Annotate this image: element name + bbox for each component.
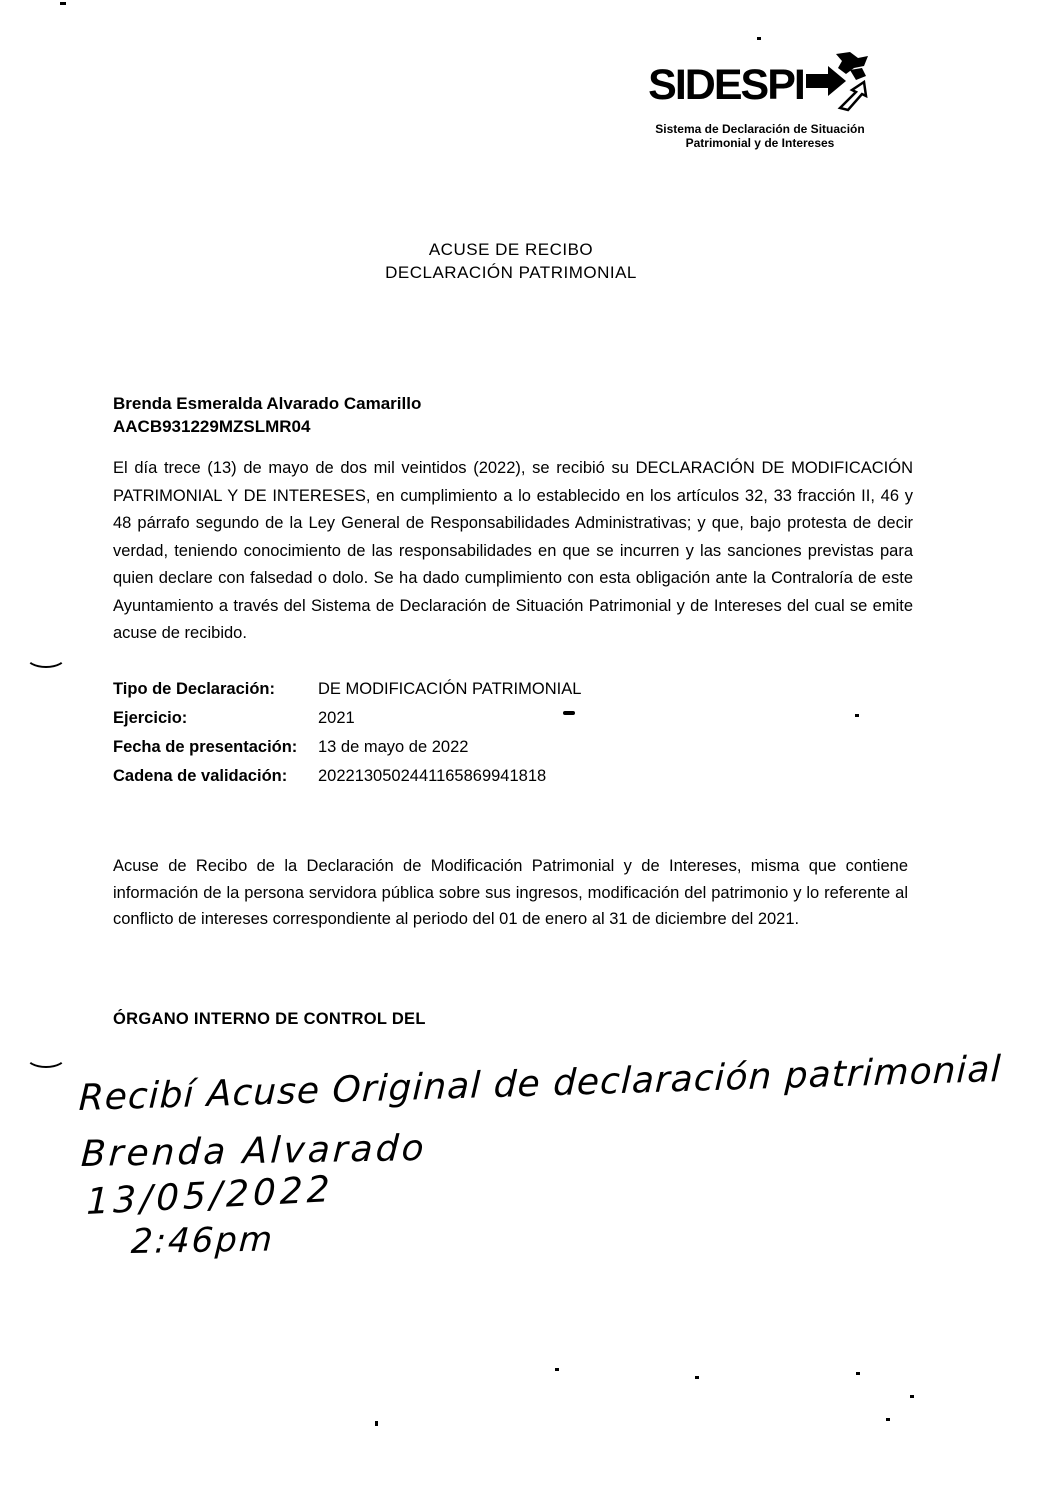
detail-value: 13 de mayo de 2022 [318,738,469,756]
handwritten-date: 13/05/2022 [86,1168,334,1223]
scan-arc-mark [25,1044,67,1068]
detail-value: 2021 [318,709,355,727]
handwritten-time: 2:46pm [130,1219,276,1262]
title-line1: ACUSE DE RECIBO [428,240,594,259]
detail-label: Tipo de Declaración: [113,680,275,698]
detail-label: Ejercicio: [113,709,188,727]
declarant-rfc: AACB931229MZSLMR04 [113,417,311,436]
detail-row-fecha [113,738,581,757]
detail-value: DE MODIFICACIÓN PATRIMONIAL [318,680,582,698]
detail-row-ejercicio [113,709,581,728]
scan-speck [886,1418,890,1421]
document-title [0,238,1022,284]
detail-row-cadena [113,767,581,786]
scan-speck [60,2,66,5]
declarant-name: Brenda Esmeralda Alvarado Camarillo [113,394,422,413]
scan-speck [910,1395,914,1398]
description-paragraph: Acuse de Recibo de la Declaración de Modificación Patrimonial y de Intereses, misma que contiene información de la persona servidora pública sobre sus ingresos, modificación del patrimonio y lo referente al conflicto de intereses correspondiente al periodo del 01 de enero al 31 de diciembre del 2021. [113,857,908,928]
scan-speck [695,1376,699,1379]
handwritten-signature-name: Brenda Alvarado [80,1127,428,1175]
scan-speck [855,714,859,717]
handwritten-receipt-note: Recibí Acuse Original de declaración patrimonial [78,1048,1003,1119]
receipt-paragraph: El día trece (13) de mayo de dos mil veintidos (2022), se recibió su DECLARACIÓN DE MODIFICACIÓN PATRIMONIAL Y DE INTERESES, en cumplimiento a lo establecido en los artículos 32, 33 fracción II, 46 y 48 párrafo segundo de la Ley General de Responsabilidades Administrativas; y que, bajo protesta de decir verdad, teniendo conocimiento de las responsabilidades en que se incurren y las sanciones previstas para quien declare con falsedad o dolo. Se ha dado cumplimiento con esta obligación ante la Contraloría de este Ayuntamiento a través del Sistema de Declaración de Situación Patrimonial y de Intereses del cual se emite acuse de recibido. [113,459,913,642]
scan-arc-mark [25,644,67,668]
scan-speck [757,37,761,40]
title-line2: DECLARACIÓN PATRIMONIAL [385,263,637,282]
organo-interno-heading: ÓRGANO INTERNO DE CONTROL DEL [113,1010,426,1028]
logo-brand-text: SIDESPI [648,61,804,109]
scan-speck [856,1372,860,1375]
scan-speck [555,1368,559,1371]
detail-label: Fecha de presentación: [113,738,298,756]
sidespi-logo [640,52,880,150]
detail-row-tipo [113,680,581,699]
detail-label: Cadena de validación: [113,767,288,785]
arrow-right-emblem-icon [806,52,872,119]
scan-speck [375,1421,378,1426]
detail-value: 2022130502441165869941818 [318,767,547,785]
declaration-details [113,680,581,796]
logo-tagline-line2: Patrimonial y de Intereses [685,136,835,150]
logo-tagline-line1: Sistema de Declaración de Situación [655,122,865,136]
declarant-block [113,392,421,438]
